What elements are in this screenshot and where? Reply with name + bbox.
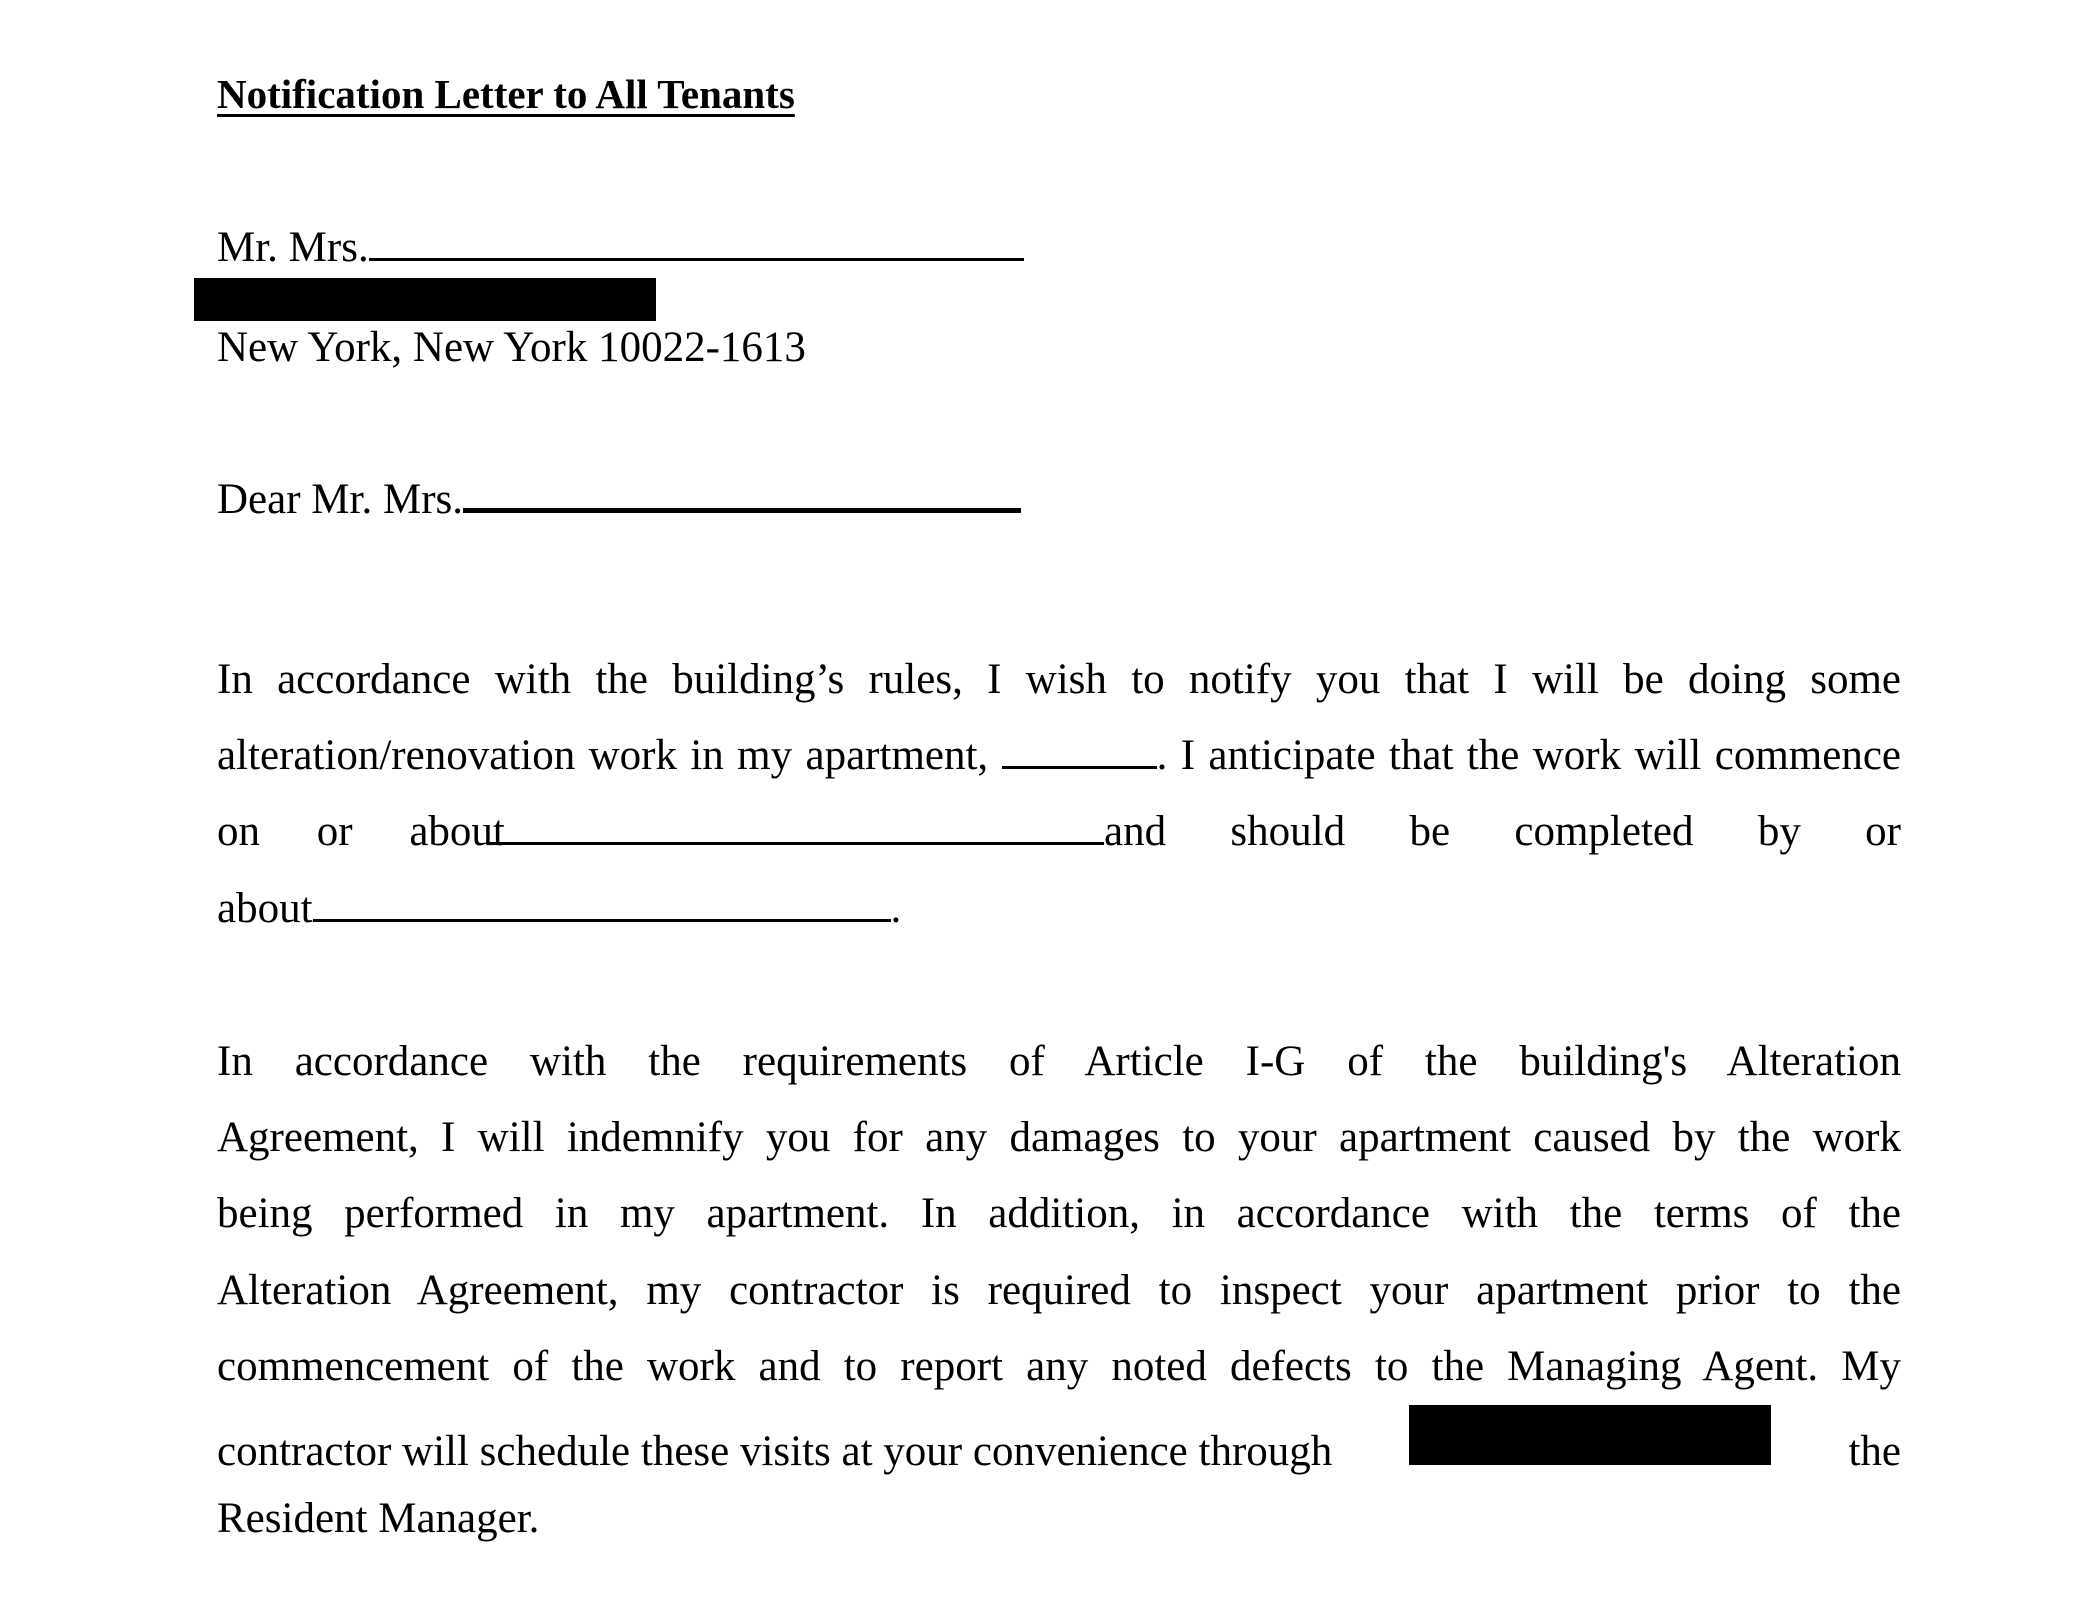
paragraph1-line2: [217, 718, 1901, 794]
greeting-prefix: Dear Mr. Mrs.: [217, 476, 464, 523]
greeting-name-blank[interactable]: [463, 471, 1021, 513]
apartment-number-blank[interactable]: [1002, 730, 1157, 770]
redacted-street-address: [194, 278, 656, 321]
letter-title: Notification Letter to All Tenants: [217, 71, 795, 117]
recipient-name-blank[interactable]: [369, 221, 1024, 261]
recipient-name-line: [217, 218, 1024, 278]
paragraph1-line1: In accordance with the building’s rules, I wish to notify you that I will be doing some: [217, 656, 1901, 703]
paragraph1-line2-text-b: . I anticipate that the work will commence: [1156, 732, 1901, 780]
paragraph2-line4: Alteration Agreement, my contractor is required to inspect your apartment prior to the: [217, 1266, 1901, 1314]
paragraph-indemnity: [217, 1024, 1901, 1557]
paragraph2-line2: Agreement, I will indemnify you for any damages to your apartment caused by the work: [217, 1114, 1901, 1162]
paragraph2-line5: commencement of the work and to report any noted defects to the Managing Agent. My: [217, 1342, 1901, 1390]
paragraph1-line4-text-a: about: [217, 884, 313, 932]
start-date-blank[interactable]: [489, 806, 1104, 846]
recipient-city-line: New York, New York 10022-1613: [217, 324, 806, 371]
completion-date-blank[interactable]: [313, 882, 891, 922]
paragraph1-line3-text-b: and should be completed by or: [1104, 808, 1901, 856]
paragraph1-line3: [217, 794, 1901, 870]
recipient-prefix: Mr. Mrs.: [217, 224, 369, 271]
greeting-line: [217, 470, 1021, 530]
paragraph2-line6-text-b: the: [1848, 1427, 1901, 1475]
paragraph1-line3-text-a: on or about: [217, 808, 505, 856]
paragraph-notice: [217, 642, 1901, 947]
paragraph2-line7: Resident Manager.: [217, 1495, 540, 1543]
redacted-resident-manager-name: [1409, 1405, 1771, 1465]
paragraph2-line3: being performed in my apartment. In addition, in accordance with the terms of the: [217, 1190, 1901, 1238]
paragraph2-line6-text-a: contractor will schedule these visits at your convenience through: [217, 1427, 1333, 1475]
paragraph1-line2-text-a: alteration/renovation work in my apartment,: [217, 732, 989, 780]
paragraph2-line6: [217, 1405, 1901, 1481]
paragraph1-line4: [217, 871, 1901, 947]
paragraph2-line1: In accordance with the requirements of Article I-G of the building's Alteration: [217, 1038, 1901, 1085]
paragraph1-line4-text-b: .: [890, 884, 902, 932]
